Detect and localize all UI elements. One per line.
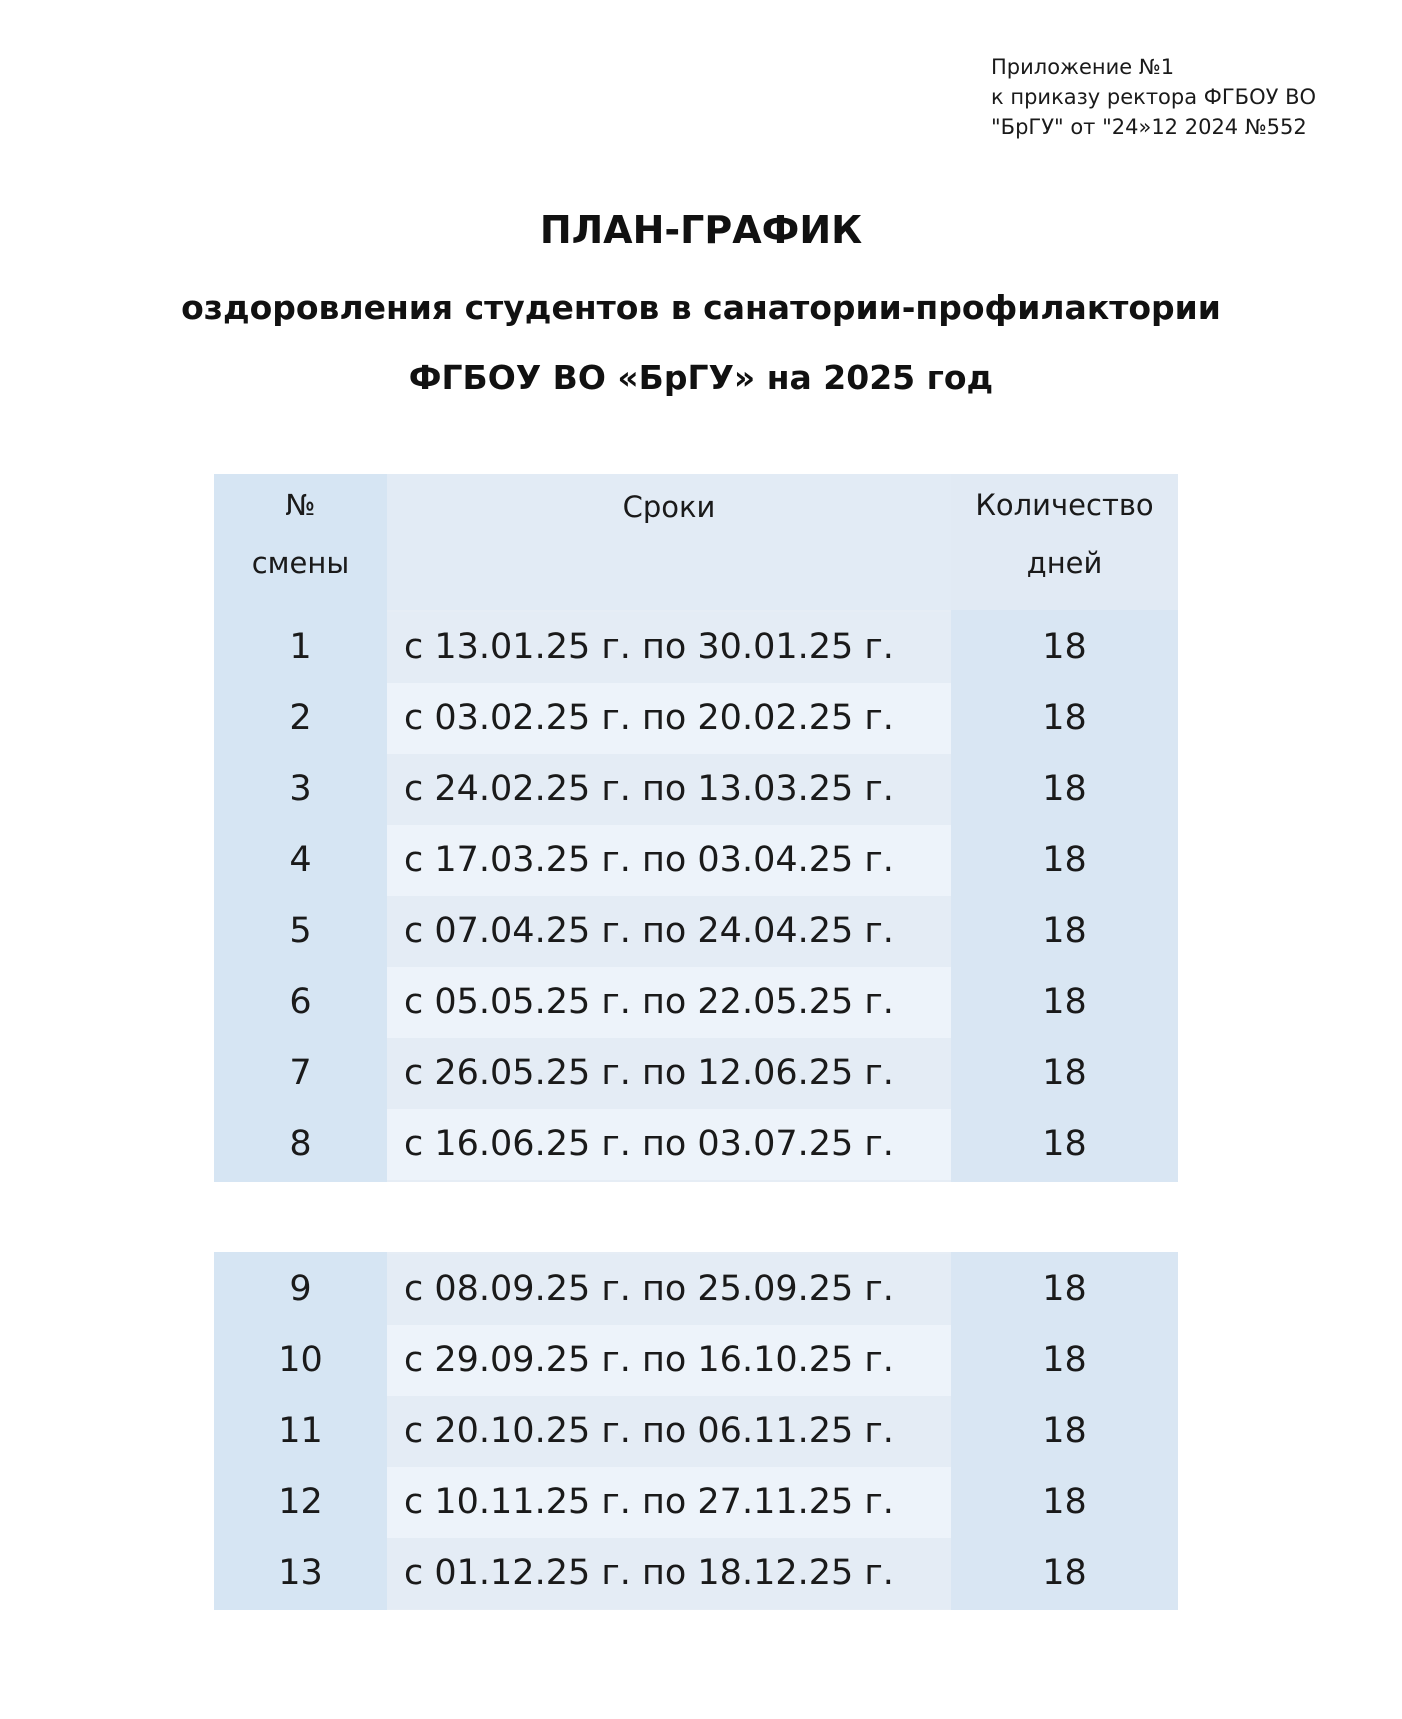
days-cell: 18 — [1042, 627, 1087, 667]
table-row — [214, 825, 1178, 896]
header-days-count — [951, 476, 1178, 592]
shift-number-cell: 5 — [289, 911, 312, 951]
document-subtitle-line-1: оздоровления студентов в санатории-профилактории — [181, 288, 1221, 327]
days-cell: 18 — [1042, 1411, 1087, 1451]
dates-cell: с 24.02.25 г. по 13.03.25 г. — [404, 769, 894, 809]
days-cell: 18 — [1042, 1269, 1087, 1309]
header-days-count-line-2: дней — [1026, 546, 1103, 580]
dates-cell: с 07.04.25 г. по 24.04.25 г. — [404, 911, 894, 951]
days-cell: 18 — [1042, 1124, 1087, 1164]
dates-cell: с 29.09.25 г. по 16.10.25 г. — [404, 1340, 894, 1380]
appendix-line-2: к приказу ректора ФГБОУ ВО — [991, 85, 1317, 109]
dates-cell: с 08.09.25 г. по 25.09.25 г. — [404, 1269, 894, 1309]
table-row — [214, 1396, 1178, 1467]
dates-cell: с 10.11.25 г. по 27.11.25 г. — [404, 1482, 894, 1522]
table-row — [214, 1467, 1178, 1538]
shift-number-cell: 10 — [278, 1340, 323, 1380]
days-cell: 18 — [1042, 1482, 1087, 1522]
shift-number-cell: 9 — [289, 1269, 312, 1309]
days-cell: 18 — [1042, 911, 1087, 951]
shift-number-cell: 13 — [278, 1553, 323, 1593]
table-row — [214, 967, 1178, 1038]
dates-cell: с 05.05.25 г. по 22.05.25 г. — [404, 982, 894, 1022]
days-cell: 18 — [1042, 840, 1087, 880]
days-cell: 18 — [1042, 769, 1087, 809]
table-row — [214, 896, 1178, 967]
shift-number-cell: 8 — [289, 1124, 312, 1164]
header-shift-number-line-1: № — [285, 488, 316, 522]
table-row — [214, 1538, 1178, 1609]
shift-number-cell: 11 — [278, 1411, 323, 1451]
shift-number-cell: 7 — [289, 1053, 312, 1093]
dates-cell: с 01.12.25 г. по 18.12.25 г. — [404, 1553, 894, 1593]
shift-number-cell: 6 — [289, 982, 312, 1022]
days-cell: 18 — [1042, 698, 1087, 738]
table-row — [214, 1109, 1178, 1180]
shift-number-cell: 2 — [289, 698, 312, 738]
appendix-line-1: Приложение №1 — [991, 55, 1175, 79]
days-cell: 18 — [1042, 1340, 1087, 1380]
dates-cell: с 16.06.25 г. по 03.07.25 г. — [404, 1124, 894, 1164]
dates-cell: с 17.03.25 г. по 03.04.25 г. — [404, 840, 894, 880]
header-dates — [387, 478, 951, 536]
shift-number-cell: 4 — [289, 840, 312, 880]
header-shift-number — [214, 476, 387, 592]
dates-cell: с 03.02.25 г. по 20.02.25 г. — [404, 698, 894, 738]
document-title: ПЛАН-ГРАФИК — [539, 208, 863, 252]
table-row — [214, 754, 1178, 825]
appendix-note — [991, 52, 1316, 142]
table-row — [214, 612, 1178, 683]
shift-number-cell: 1 — [289, 627, 312, 667]
header-shift-number-line-2: смены — [251, 546, 350, 580]
document-subtitle-line-2: ФГБОУ ВО «БрГУ» на 2025 год — [408, 358, 994, 397]
table-row — [214, 1325, 1178, 1396]
schedule-table-part-1 — [214, 474, 1178, 1182]
dates-cell: с 26.05.25 г. по 12.06.25 г. — [404, 1053, 894, 1093]
dates-cell: с 20.10.25 г. по 06.11.25 г. — [404, 1411, 894, 1451]
appendix-line-3: "БрГУ" от "24»12 2024 №552 — [991, 115, 1307, 139]
header-dates-label: Сроки — [622, 490, 716, 524]
table-row — [214, 683, 1178, 754]
days-cell: 18 — [1042, 1553, 1087, 1593]
dates-cell: с 13.01.25 г. по 30.01.25 г. — [404, 627, 894, 667]
days-cell: 18 — [1042, 982, 1087, 1022]
header-days-count-line-1: Количество — [975, 488, 1154, 522]
table-row — [214, 1254, 1178, 1325]
shift-number-cell: 3 — [289, 769, 312, 809]
table-row — [214, 1038, 1178, 1109]
shift-number-cell: 12 — [278, 1482, 323, 1522]
schedule-table-part-2 — [214, 1252, 1178, 1610]
days-cell: 18 — [1042, 1053, 1087, 1093]
